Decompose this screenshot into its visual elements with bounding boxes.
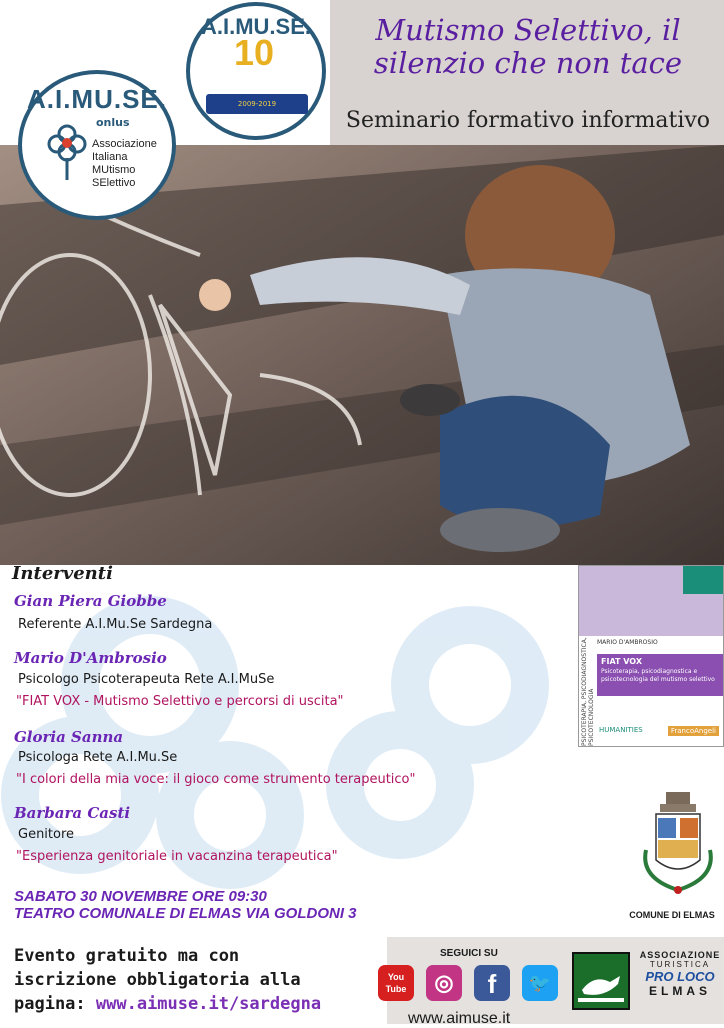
speaker-name: Mario D'Ambrosio [14,649,167,667]
aimuse-main-logo [18,70,176,220]
speaker-name: Gian Piera Giobbe [14,592,167,610]
proloco-text [636,950,724,998]
speaker-role: Psicologa Rete A.I.Mu.Se [18,750,178,765]
proloco-line-1: ASSOCIAZIONE [639,950,721,960]
speaker-talk: "Esperienza genitoriale in vacanzina terapeutica" [16,849,338,864]
book-publisher-humanities: HUMANITIES [599,726,643,734]
logo-line-4: SElettivo [92,177,136,189]
registration-line-2: iscrizione obbligatoria alla [14,970,301,990]
event-subtitle: Seminario formativo informativo [345,108,711,133]
flower-icon [44,120,90,182]
registration-prefix: pagina: [14,994,96,1014]
speaker-talk: "FIAT VOX - Mutismo Selettivo e percorsi di uscita" [16,694,344,709]
logo-onlus: onlus [96,116,130,129]
registration-line-3 [14,992,384,1016]
comune-label: COMUNE DI ELMAS [629,910,715,920]
speaker-name: Barbara Casti [14,804,131,822]
book-subtitle: Psicoterapia, psicodiagnostica e psicotecnologia del mutismo selettivo [601,668,715,683]
book-author: MARIO D'AMBROSIO [597,639,658,646]
proloco-line-4: ELMAS [649,984,711,998]
logo-arc-text: A.I.MU.SE. [200,14,311,39]
event-date: SABATO 30 NOVEMBRE ORE 09:30 [14,888,267,905]
registration-line-1: Evento gratuito ma con [14,946,240,966]
youtube-label-bottom: Tube [385,984,407,994]
interventi-heading: Interventi [12,563,113,584]
logo-line-3: MUtismo [92,164,136,176]
proloco-line-3: PRO LOCO [645,969,715,984]
youtube-icon[interactable] [378,965,414,1001]
instagram-icon[interactable]: ◎ [426,965,462,1001]
proloco-logo [572,952,630,1010]
speaker-talk: "I colori della mia voce: il gioco come strumento terapeutico" [16,772,416,787]
title-line-2: silenzio che non tace [373,46,683,80]
logo-line-1: Associazione [92,138,157,150]
logo-arc-text: A.I.MU.SE. [26,84,167,114]
speaker-role: Referente A.I.Mu.Se Sardegna [18,617,213,632]
website-link[interactable]: www.aimuse.it [408,1010,511,1027]
aimuse-anniversary-logo [186,2,326,140]
book-cover [578,565,724,747]
youtube-label-top: You [387,972,405,982]
logo-text-lines [92,138,157,190]
registration-link[interactable]: www.aimuse.it/sardegna [95,994,322,1014]
duck-icon [574,954,628,1008]
title-line-1: Mutismo Selettivo, il [375,13,681,47]
proloco-line-2: TURISTICA [649,960,711,969]
crest-icon [636,790,720,900]
anniversary-ribbon: 2009-2019 [206,94,308,114]
logo-line-2: Italiana [92,151,128,163]
speaker-role: Psicologo Psicoterapeuta Rete A.I.MuSe [18,672,275,687]
book-publisher-francoangeli: FrancoAngeli [668,726,719,736]
anniversary-number: 10 [234,32,275,73]
event-place: TEATRO COMUNALE DI ELMAS VIA GOLDONI 3 [14,905,357,922]
twitter-icon[interactable]: 🐦 [522,965,558,1001]
event-title [342,14,714,80]
speaker-role: Genitore [18,827,75,842]
book-spine-text: PSICOTERAPIA, PSICODIAGNOSTICA, PSICOTECNOLOGIA [581,637,595,746]
event-details [14,888,357,922]
follow-label: SEGUICI SU [440,948,498,959]
facebook-icon[interactable]: f [474,965,510,1001]
speaker-name: Gloria Sanna [14,728,124,746]
book-cover-accent [683,566,723,594]
registration-note [14,944,384,1016]
book-title: FIAT VOX [601,657,642,666]
